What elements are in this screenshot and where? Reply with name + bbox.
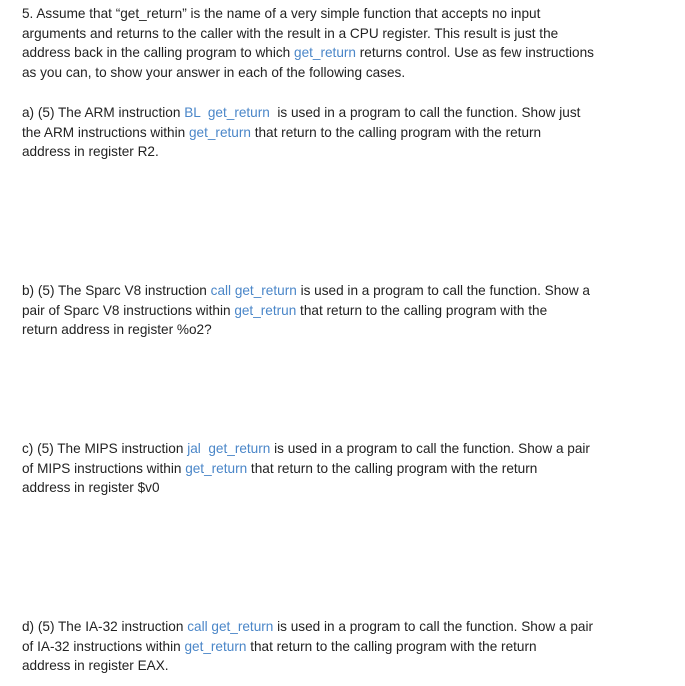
part-b-line-2-suffix: that return to the calling program with the — [296, 302, 548, 318]
part-b-line-1-suffix: is used in a program to call the function. Show a — [296, 283, 590, 298]
part-b-function-name: get_retrun — [234, 302, 297, 318]
part-a-instruction: BL get_return — [184, 105, 270, 120]
part-d-function-name: get_return — [184, 638, 247, 654]
intro-line-4: as you can, to show your answer in each of the following cases. — [22, 65, 406, 81]
part-d-line-2-prefix: of IA-32 instructions within — [22, 638, 185, 654]
part-d-line-2-suffix: that return to the calling program with the return — [246, 638, 537, 654]
part-c — [22, 439, 672, 498]
part-c-line-1-suffix: is used in a program to call the function. Show a pair — [270, 441, 590, 456]
part-c-instruction: jal get_return — [187, 441, 271, 456]
part-c-line-2-prefix: of MIPS instructions within — [22, 460, 186, 476]
intro-line-3-suffix: returns control. Use as few instructions — [355, 45, 594, 61]
part-a-line-1-suffix: is used in a program to call the function. Show just — [269, 105, 581, 120]
intro-line-3-prefix: address back in the calling program to which — [22, 45, 295, 61]
part-a-function-name: get_return — [188, 124, 251, 140]
question-intro — [22, 4, 672, 83]
part-c-function-name: get_return — [185, 460, 248, 476]
part-a — [22, 103, 672, 162]
part-d-line-1-suffix: is used in a program to call the function. Show a pair — [273, 619, 594, 634]
part-b-line-1-prefix: b) (5) The Sparc V8 instruction — [22, 283, 211, 298]
intro-line-2: arguments and returns to the caller with the result in a CPU register. This result is just the — [22, 25, 559, 41]
part-d-line-1-prefix: d) (5) The IA-32 instruction — [22, 619, 188, 634]
part-d — [22, 617, 672, 676]
part-d-line-3: address in register EAX. — [22, 658, 169, 674]
part-a-line-2-prefix: the ARM instructions within — [22, 124, 189, 140]
part-c-line-3: address in register $v0 — [22, 480, 160, 496]
part-d-instruction: call get_return — [187, 619, 274, 634]
part-a-line-2-suffix: that return to the calling program with the return — [250, 124, 542, 140]
part-a-line-1-prefix: a) (5) The ARM instruction — [22, 105, 185, 120]
part-c-line-1-prefix: c) (5) The MIPS instruction — [22, 441, 188, 456]
part-a-line-3: address in register R2. — [22, 144, 159, 160]
part-b-line-3: return address in register %o2? — [22, 322, 212, 338]
intro-function-name: get_return — [294, 45, 356, 61]
part-b — [22, 281, 672, 340]
part-c-line-2-suffix: that return to the calling program with the return — [247, 460, 538, 476]
part-b-instruction: call get_return — [210, 283, 297, 298]
part-b-line-2-prefix: pair of Sparc V8 instructions within — [22, 302, 235, 318]
intro-line-1: 5. Assume that “get_return” is the name of a very simple function that accepts no input — [22, 6, 541, 21]
